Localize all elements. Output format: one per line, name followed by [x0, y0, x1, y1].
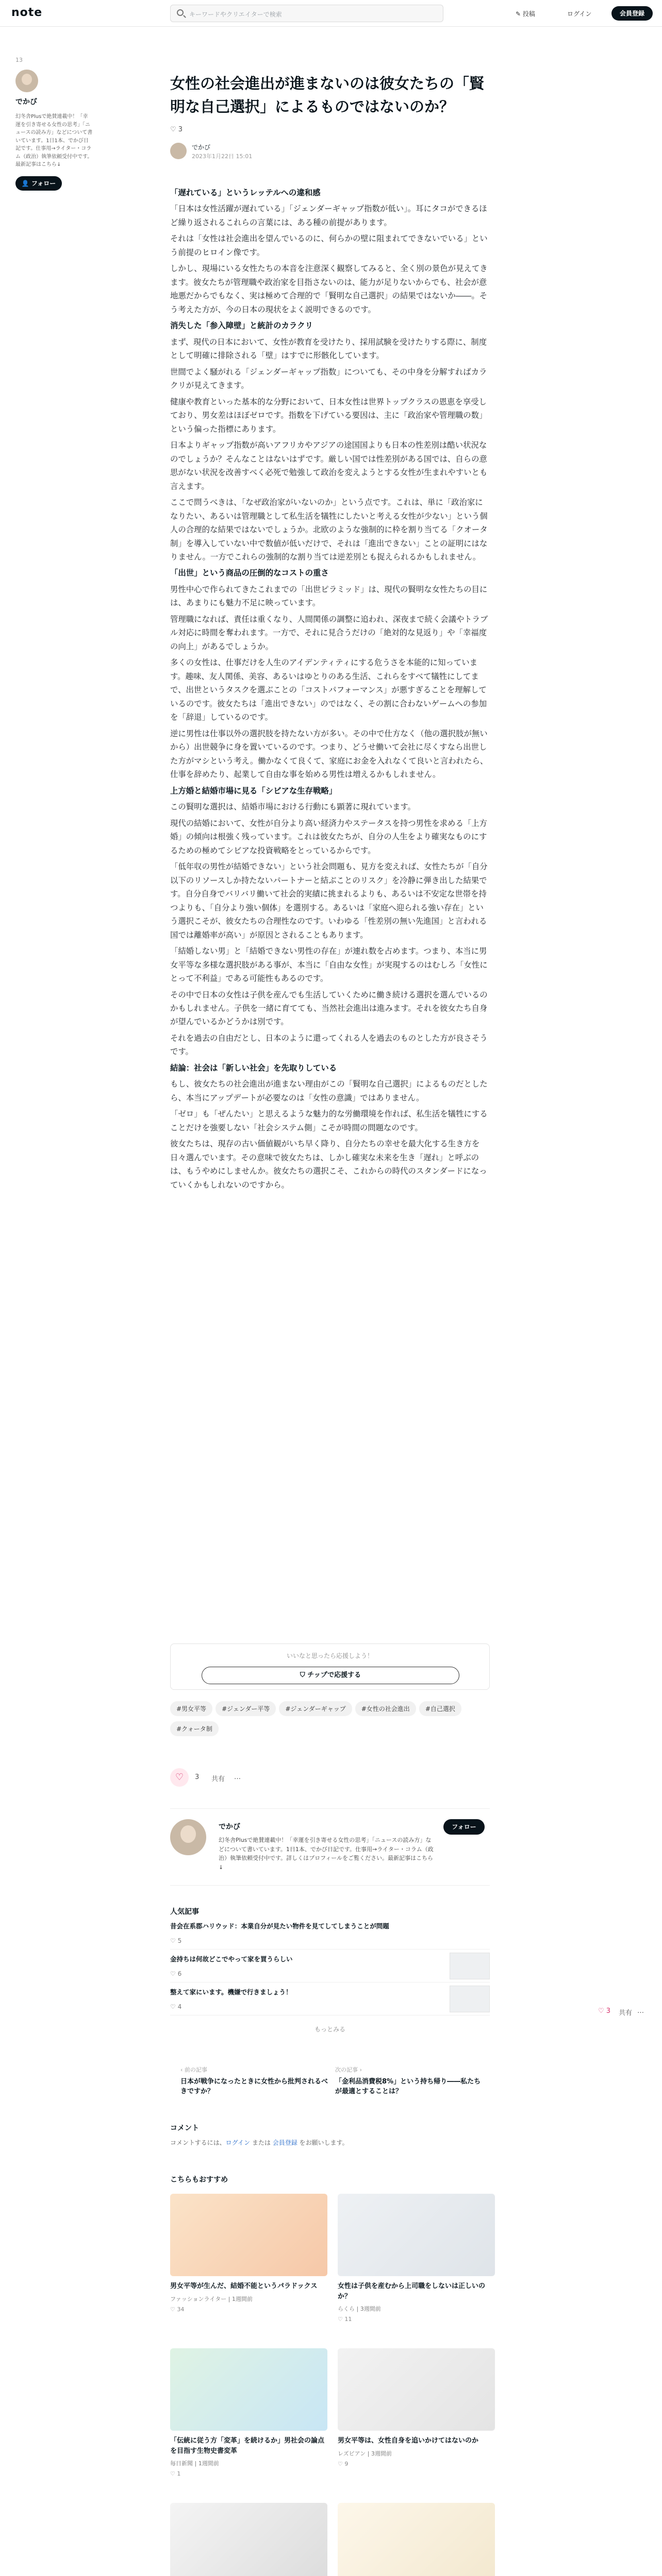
- like-count: 3: [195, 1773, 200, 1781]
- rec-card-image: [338, 2348, 495, 2431]
- comments-note-before: コメントするには、: [170, 2139, 226, 2146]
- popular-item-likes: [170, 1937, 181, 1944]
- rec-card-author: らくら | 3週間前: [338, 2306, 381, 2312]
- list-item[interactable]: [170, 1950, 490, 1982]
- popular-item-thumbnail: [450, 1953, 490, 1979]
- next-title: 「金利品消費税8%」という持ち帰り――私たちが最適とすることは？: [335, 2077, 481, 2095]
- popular-title: 人気記事: [170, 1908, 199, 1916]
- popular-item-like-count: 5: [177, 1937, 182, 1944]
- paragraph: 多くの女性は、仕事だけを人生のアイデンティティにする危うさを本能的に知っています。趣味、友人関係、美容、あるいはゆとりのある生活、これらをすべて犠牲にしてまで、出世というタスクを選ぶことの「コストパフォーマンス」が悪すぎることを理解しているのです。彼女たちは「進出できない」のではなく、その割に合わないゲームへの参加を「辞退」しているのです。: [170, 658, 487, 722]
- share-button[interactable]: 共有: [211, 1775, 225, 1783]
- next-label-text: 次の記事: [335, 2066, 358, 2073]
- popular-item-title: 金持ちは何故どこでやって家を買うらしい: [170, 1955, 293, 1963]
- tip-button[interactable]: [202, 1667, 459, 1684]
- section-heading: 「出世」という商品の圧倒的なコストの重さ: [170, 568, 329, 578]
- paragraph: この賢明な選択は、結婚市場における行動にも顕著に現れています。: [170, 802, 416, 812]
- heart-icon: ♡: [338, 2316, 345, 2323]
- chevron-right-icon: ›: [358, 2066, 362, 2073]
- tag-chip[interactable]: #クォータ制: [170, 1721, 219, 1736]
- sidebar-follow-button[interactable]: [15, 176, 62, 191]
- paragraph: その中で日本の女性は子供を産んでも生活していくために働き続ける選択を選んでいるのかもしれません。子供を一緒に育てても、当然社会進出は進みます。それを彼女たち自身が望んでいるかどうかは別です。: [170, 990, 488, 1027]
- author-name[interactable]: でかび: [192, 143, 211, 151]
- pen-icon: ✎: [516, 10, 523, 18]
- rec-card-title: 「伝統に従う方「変革」を続けるか」男社会の論点を目指す生物史書変革: [170, 2437, 325, 2455]
- paragraph: もし、彼女たちの社会進出が進まない理由がこの「賢明な自己選択」によるものだとしたら、本当にアップデートが必要なのは「女性の意識」ではありません。: [170, 1079, 488, 1103]
- paragraph: 「日本は女性活躍が遅れている」「ジェンダーギャップ指数が低い」。耳にタコができるほど繰り返されるこれらの言葉には、ある種の前提があります。: [170, 204, 487, 227]
- paragraph: 管理職になれば、責任は重くなり、人間関係の調整に追われ、深夜まで続く会議やトラブル対応に時間を奪われます。一方で、それに見合うだけの「絶対的な見返り」や「幸福度の向上」があるでしょうか。: [170, 614, 488, 651]
- posts-label: 投稿: [522, 10, 535, 18]
- rec-card-image: [170, 2194, 327, 2276]
- note-logo[interactable]: note: [11, 6, 43, 19]
- avatar[interactable]: [15, 70, 38, 92]
- tip-icon: ⛉: [300, 1671, 308, 1679]
- signup-button[interactable]: 会員登録: [611, 6, 653, 21]
- rec-card[interactable]: [170, 2348, 327, 2477]
- section-heading: 結論：社会は「新しい社会」を先取りしている: [170, 1063, 337, 1073]
- paragraph: 「結婚しない男」と「結婚できない男性の存在」が連れ数を占めます。つまり、本当に男女平等な多様な選択肢がある事が、本当に「自由な女性」が実現するのはむしろ「女性にとって不利益」である可能性もあるのです。: [170, 946, 488, 984]
- avatar[interactable]: [170, 1819, 206, 1855]
- prev-article-link[interactable]: [180, 2066, 330, 2097]
- heart-icon: ♡: [170, 2470, 177, 2477]
- popular-item-thumbnail: [450, 1986, 490, 2012]
- heart-icon: ♡: [598, 2007, 606, 2015]
- rec-card[interactable]: [170, 2503, 327, 2576]
- author-row: [170, 142, 490, 162]
- popular-item-title: 昔会在系郡ハリウッド：本業自分が見たい物件を見てしてしまうことが問題: [170, 1922, 389, 1930]
- section-heading: 消失した「参入障壁」と統計のカラクリ: [170, 321, 313, 331]
- paragraph: 健康や教育といった基本的な分野において、日本女性は世界トップクラスの恩恵を享受しており、男女差はほぼゼロです。指数を下げている要因は、主に「政治家や管理職の数」という偏った指標にあります。: [170, 397, 487, 434]
- rec-card-likes: [170, 2306, 327, 2313]
- comments-note: [170, 2138, 490, 2147]
- float-like-button[interactable]: [598, 2007, 610, 2015]
- article: [170, 72, 490, 1194]
- rec-card-author: レズビアン | 3週間前: [338, 2450, 392, 2457]
- rec-card-like-count: 1: [177, 2470, 181, 2477]
- rec-card-image: [170, 2348, 327, 2431]
- popular-articles: [170, 1906, 490, 2033]
- comments-title: コメント: [170, 2124, 199, 2132]
- rec-card-image: [170, 2503, 327, 2576]
- article-body: [170, 186, 490, 1192]
- rec-card-likes: [338, 2461, 495, 2467]
- rec-card-likes: [338, 2316, 495, 2323]
- popular-list: [170, 1917, 490, 2015]
- paragraph: 「ゼロ」も「ぜんたい」と思えるような魅力的な労働環境を作れば、私生活を犠牲にすることだけを強要しない「社会システム側」こそが時間の問題なのです。: [170, 1109, 488, 1132]
- tip-button-label: チップで応援する: [307, 1671, 361, 1679]
- like-count: 3: [178, 125, 183, 133]
- follow-icon: 👤: [21, 179, 31, 187]
- author-card-bio: 幻冬舎Plusで絶賛連載中！「幸運を引き寄せる女性の思考」「ニュースの読み方」などについて書いています。1日1本、でかび日記です。仕事用→ライター・コラム（政治）執筆依頼受付中です。詳しくはプロフィールをご覧ください。最新記事はこちら↓: [219, 1837, 434, 1871]
- prev-label: [180, 2066, 330, 2075]
- more-link[interactable]: もっとみる: [314, 2026, 345, 2033]
- tag-chip[interactable]: #ジェンダーギャップ: [279, 1701, 352, 1716]
- page-title: 女性の社会進出が進まないのは彼女たちの「賢明な自己選択」によるものではないのか？: [170, 75, 485, 115]
- tag-chip[interactable]: #自己選択: [419, 1701, 461, 1716]
- top-header: [0, 0, 662, 27]
- search-input[interactable]: [170, 5, 443, 22]
- heart-icon: ♡: [170, 1970, 178, 1977]
- paragraph: 日本よりギャップ指数が高いアフリカやアジアの途国国よりも日本の性差別は酷い状況なのでしょうか？そんなことはないはずです。厳しい国では性差別がある国では、自らの意思がない状況を改善すべく必死で勉強して政治を変えようとする女性が生まれやすいとも言えます。: [170, 440, 488, 491]
- paragraph: 世間でよく騒がれる「ジェンダーギャップ指数」についても、その中身を分解すればカラクリが見えてきます。: [170, 367, 487, 391]
- tip-box: [170, 1643, 490, 1690]
- author-card: [170, 1808, 490, 1886]
- avatar[interactable]: [170, 143, 187, 159]
- more-button[interactable]: …: [234, 1773, 241, 1781]
- left-sidebar: [15, 57, 93, 191]
- login-link[interactable]: ログイン: [567, 10, 592, 18]
- tag-chip[interactable]: #男女平等: [170, 1701, 212, 1716]
- author-card-name[interactable]: でかび: [219, 1823, 240, 1831]
- rec-card-likes: [170, 2470, 327, 2477]
- float-like-count: 3: [606, 2007, 611, 2015]
- paragraph: まず、現代の日本において、女性が教育を受けたり、採用試験を受けたりする際に、制度として明確に排除される「壁」はすでに形骸化しています。: [170, 337, 487, 361]
- rec-card-like-count: 34: [177, 2306, 185, 2313]
- rec-card-author: 毎日新聞 | 1週間前: [170, 2460, 219, 2467]
- sidebar-author-name[interactable]: でかび: [15, 98, 37, 106]
- rec-card[interactable]: [338, 2348, 495, 2467]
- paragraph: 現代の結婚において、女性が自分より高い経済力やステータスを持つ男性を求める「上方婚」の傾向は根強く残っています。これは彼女たちが、自分の人生をより確実なものにするための極めてシビアな投資戦略をとっているからです。: [170, 818, 488, 855]
- tag-chip[interactable]: #女性の社会進出: [355, 1701, 416, 1716]
- posts-link[interactable]: [516, 9, 535, 18]
- rec-card-title: 女性は子供を産むから上司職をしないは正しいのか？: [338, 2282, 486, 2300]
- rec-card-title: 男女平等が生んだ、結婚不能というパラドックス: [170, 2282, 318, 2290]
- paragraph: 逆に男性は仕事以外の選択肢を持たない方が多い。その中で仕方なく（他の選択肢が無いから）出世競争に身を置いているのです。つまり、どうせ働いて会社に尽くすなら出世した方がマシという考え。働かなくて良くて、家庭にお金を入れなくて良いと言われたら、仕事を辞めたり、起業して自由な事を始める男性は増えるかもしれません。: [170, 728, 488, 779]
- paragraph: しかし、現場にいる女性たちの本音を注意深く観察してみると、全く別の景色が見えてきます。彼女たちが管理職や政治家を目指さないのは、能力が足りないからでも、社会が意地悪だからでもなく、実は極めて合理的で「賢明な自己選択」の結果ではないか――。そう考えた方が、今の日本の現状をよく説明できるのです。: [170, 264, 488, 314]
- tag-chip[interactable]: #ジェンダー平等: [216, 1701, 276, 1716]
- rec-card[interactable]: [170, 2194, 327, 2313]
- login-link[interactable]: ログイン: [225, 2139, 251, 2146]
- signup-link[interactable]: 会員登録: [272, 2139, 297, 2146]
- heart-icon: ♡: [175, 1772, 184, 1783]
- section-heading: 上方婚と結婚市場に見る「シビアな生存戦略」: [170, 786, 337, 795]
- section-heading: 「遅れている」というレッテルへの違和感: [170, 188, 321, 197]
- list-item[interactable]: [170, 1982, 490, 2015]
- rec-card-title: 男女平等は、女性自身を追いかけてはないのか: [338, 2437, 479, 2445]
- float-share-button[interactable]: 共有: [619, 2009, 633, 2017]
- heart-icon: ♡: [338, 2460, 345, 2467]
- list-item[interactable]: [170, 1917, 490, 1950]
- heart-icon: ♡: [170, 2306, 177, 2313]
- recommendations: [170, 2174, 500, 2477]
- heart-icon: ♡: [170, 2003, 178, 2010]
- rec-card[interactable]: [338, 2194, 495, 2323]
- rec-card-like-count: 9: [344, 2460, 349, 2467]
- paragraph: 「低年収の男性が結婚できない」という社会問題も、見方を変えれば、女性たちが「自分以下のリソースしか持たないパートナーと結ぶことのリスク」を冷静に弾き出した結果です。自分自身でバリバリ働いて社会的実績に挑まれるよりも、あるいは不安定な世帯を持つよりも、「自分より強い個体」を選別する。あるいは「家庭へ迎られる強い存在」という選択こそが、彼女たちの合理性なのです。いわゆる「性差別の無い先進国」と言われる国では離婚率が高い」が原因とされることもあります。: [170, 862, 488, 940]
- popular-item-likes: [170, 2003, 181, 2010]
- heart-icon: ♡: [170, 125, 178, 133]
- like-count-top[interactable]: [170, 126, 490, 133]
- search-placeholder: キーワードやクリエイターで検索: [189, 11, 282, 18]
- float-more-button[interactable]: …: [637, 2007, 644, 2015]
- prev-title: 日本が戦争になったときに女性から批判されるべきですか？: [180, 2077, 328, 2095]
- article-actions: [170, 1768, 490, 1789]
- paragraph: ここで問うべきは、「なぜ政治家がいないのか」という点です。これは、単に「政治家になりたい、あるいは管理職として私生活を犠牲にしたいと考える女性が少ない」という個人の合理的な結果ではないでしょうか。北欧のような強制的に枠を割り当てる「クオータ制」を導入していない中で数値が低いだけで、それは「進出できない」ことの証明にはなりません。一方でこれらの強制的な割り当ては逆差別とも捉えられるかもしれません。: [170, 498, 488, 562]
- like-button[interactable]: [170, 1768, 189, 1787]
- comments-section: [170, 2123, 490, 2147]
- rec-card-like-count: 11: [344, 2316, 352, 2323]
- paragraph: 男性中心で作られてきたこれまでの「出世ピラミッド」は、現代の賢明な女性たちの目には、あまりにも魅力不足に映っています。: [170, 584, 488, 608]
- popular-item-title: 整えて家にいます。機嫌で行きましょう！: [170, 1988, 292, 1996]
- recs-title: こちらもおすすめ: [170, 2176, 228, 2184]
- search-icon: [177, 9, 184, 16]
- next-label: [335, 2066, 485, 2075]
- comments-note-mid: または: [250, 2139, 273, 2146]
- next-article-link[interactable]: [335, 2066, 485, 2097]
- rec-card-image: [338, 2194, 495, 2276]
- paragraph: 彼女たちは、現存の古い価値観がいち早く降り、自分たちの幸せを最大化する生き方を日々選んでいます。その意味で彼女たちは、しかし確実な未来を生き「遅れ」と呼ぶのは、もうやめにしませんか。彼女たちの選択こそ、これからの時代のスタンダードになっていくかもしれないのですから。: [170, 1139, 487, 1190]
- chevron-left-icon: ‹: [180, 2066, 185, 2073]
- paragraph: それは「女性は社会進出を望んでいるのに、何らかの壁に阻まれてできないでいる」という前提のヒロイン像です。: [170, 234, 488, 257]
- paragraph: それを過去の自由だとし、日本のように還ってくれる人を過去のものとした方が良さそうです。: [170, 1033, 488, 1057]
- follow-button[interactable]: フォロー: [443, 1819, 485, 1835]
- publish-date: 2023年1月22日 15:01: [192, 152, 253, 160]
- popular-item-like-count: 4: [177, 2003, 182, 2010]
- prev-label-text: 前の記事: [184, 2066, 207, 2073]
- sidebar-follow-label: フォロー: [31, 179, 56, 187]
- heart-icon: ♡: [170, 1937, 178, 1944]
- sidebar-author-bio: 幻冬舎Plusで絶賛連載中！「幸運を引き寄せる女性の思考」「ニュースの読み方」などについて書いています。1日1本、でかび日記です。仕事用→ライター・コラム（政治）執筆依頼受付中です。最新記事はこちら↓: [15, 114, 93, 167]
- tag-list: [170, 1701, 490, 1741]
- rec-card-image: [338, 2503, 495, 2576]
- tip-label: いいなと思ったら応援しよう！: [286, 1652, 373, 1659]
- sidebar-count: 13: [15, 57, 23, 63]
- popular-item-like-count: 6: [177, 1970, 182, 1977]
- comments-note-after: をお願いします。: [297, 2139, 349, 2146]
- popular-item-likes: [170, 1970, 181, 1977]
- rec-card-author: ファッションライター | 1週間前: [170, 2295, 253, 2302]
- rec-card[interactable]: [338, 2503, 495, 2576]
